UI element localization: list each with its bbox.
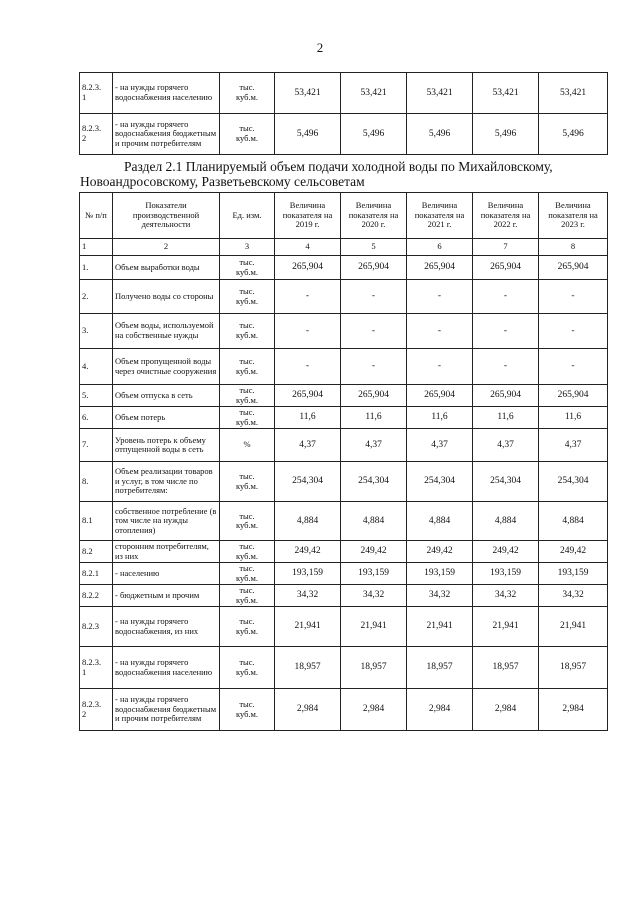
row-value: -	[539, 280, 608, 314]
row-value: -	[407, 280, 473, 314]
row-number: 3.	[80, 314, 113, 349]
row-value: 11,6	[341, 407, 407, 429]
row-number: 7.	[80, 429, 113, 462]
row-value: 4,37	[539, 429, 608, 462]
table-row	[80, 280, 608, 314]
row-number: 8.2.1	[80, 563, 113, 585]
row-value: 2,984	[539, 689, 608, 731]
row-value: 5,496	[473, 114, 539, 155]
header-2019: Величина показателя на 2019 г.	[275, 193, 341, 239]
row-unit: тыс. куб.м.	[220, 349, 275, 385]
row-value: 2,984	[275, 689, 341, 731]
row-value: -	[341, 280, 407, 314]
row-value: 11,6	[473, 407, 539, 429]
table-row	[80, 385, 608, 407]
column-number-row	[80, 239, 608, 256]
table-row	[80, 689, 608, 731]
row-value: 18,957	[275, 647, 341, 689]
row-value: 18,957	[473, 647, 539, 689]
table-row	[80, 541, 608, 563]
row-value: 34,32	[473, 585, 539, 607]
header-2021: Величина показателя на 2021 г.	[407, 193, 473, 239]
row-value: 265,904	[473, 256, 539, 280]
row-unit: тыс. куб.м.	[220, 114, 275, 155]
row-value: 11,6	[407, 407, 473, 429]
row-value: 21,941	[473, 607, 539, 647]
col-number: 1	[80, 239, 113, 256]
row-value: 5,496	[275, 114, 341, 155]
row-value: 265,904	[275, 256, 341, 280]
table-row	[80, 647, 608, 689]
row-unit: тыс. куб.м.	[220, 256, 275, 280]
table-row	[80, 429, 608, 462]
row-value: 265,904	[275, 385, 341, 407]
row-value: 21,941	[341, 607, 407, 647]
row-value: 53,421	[539, 73, 608, 114]
row-unit: тыс. куб.м.	[220, 647, 275, 689]
row-value: -	[341, 314, 407, 349]
row-value: 249,42	[539, 541, 608, 563]
row-unit: тыс. куб.м.	[220, 314, 275, 349]
row-value: 4,884	[341, 502, 407, 541]
row-value: 53,421	[407, 73, 473, 114]
row-value: 21,941	[407, 607, 473, 647]
row-indicator: Уровень потерь к объему отпущенной воды в сеть	[113, 429, 220, 462]
row-indicator: - на нужды горячего водоснабжения, из них	[113, 607, 220, 647]
row-value: 4,37	[275, 429, 341, 462]
row-value: 4,884	[275, 502, 341, 541]
row-value: -	[275, 349, 341, 385]
row-number: 5.	[80, 385, 113, 407]
row-number: 8.2.3	[80, 607, 113, 647]
row-value: 11,6	[539, 407, 608, 429]
row-indicator: - на нужды горячего водоснабжения населению	[113, 647, 220, 689]
col-number: 4	[275, 239, 341, 256]
row-value: 4,37	[407, 429, 473, 462]
row-unit: тыс. куб.м.	[220, 607, 275, 647]
row-number: 8.2.3. 1	[80, 73, 113, 114]
row-value: -	[407, 314, 473, 349]
row-value: 249,42	[341, 541, 407, 563]
header-2023: Величина показателя на 2023 г.	[539, 193, 608, 239]
row-value: 254,304	[473, 462, 539, 502]
section-title-line2: Новоандросовскому, Разветьевскому сельсоветам	[80, 174, 365, 190]
row-unit: %	[220, 429, 275, 462]
row-value: 265,904	[407, 256, 473, 280]
row-value: 4,884	[407, 502, 473, 541]
row-number: 8.2.3. 2	[80, 689, 113, 731]
row-value: 265,904	[539, 256, 608, 280]
col-number: 7	[473, 239, 539, 256]
table-row	[80, 407, 608, 429]
row-value: 193,159	[341, 563, 407, 585]
water-supply-table	[79, 192, 608, 731]
section-title-line1: Раздел 2.1 Планируемый объем подачи холодной воды по Михайловскому,	[124, 159, 553, 174]
row-indicator: - на нужды горячего водоснабжения населению	[113, 73, 220, 114]
header-2022: Величина показателя на 2022 г.	[473, 193, 539, 239]
row-number: 1.	[80, 256, 113, 280]
row-indicator: - населению	[113, 563, 220, 585]
row-value: -	[275, 314, 341, 349]
row-value: 249,42	[275, 541, 341, 563]
row-number: 8.2.3. 2	[80, 114, 113, 155]
header-indicator: Показатели производственной деятельности	[113, 193, 220, 239]
col-number: 8	[539, 239, 608, 256]
row-value: 34,32	[539, 585, 608, 607]
row-value: -	[539, 314, 608, 349]
row-value: 254,304	[407, 462, 473, 502]
row-unit: тыс. куб.м.	[220, 407, 275, 429]
header-row	[80, 193, 608, 239]
header-2020: Величина показателя на 2020 г.	[341, 193, 407, 239]
table-row	[80, 607, 608, 647]
row-value: 265,904	[341, 385, 407, 407]
top-table	[79, 72, 608, 155]
row-indicator: сторонним потребителям, из них	[113, 541, 220, 563]
row-value: 18,957	[407, 647, 473, 689]
row-value: 254,304	[539, 462, 608, 502]
row-indicator: Объем потерь	[113, 407, 220, 429]
row-number: 4.	[80, 349, 113, 385]
row-value: 5,496	[341, 114, 407, 155]
col-number: 3	[220, 239, 275, 256]
row-unit: тыс. куб.м.	[220, 73, 275, 114]
row-unit: тыс. куб.м.	[220, 585, 275, 607]
row-value: 18,957	[341, 647, 407, 689]
row-value: -	[473, 280, 539, 314]
row-value: 53,421	[341, 73, 407, 114]
section-title	[78, 159, 618, 189]
row-indicator: - бюджетным и прочим	[113, 585, 220, 607]
table-row	[80, 563, 608, 585]
row-value: 5,496	[407, 114, 473, 155]
row-indicator: Получено воды со стороны	[113, 280, 220, 314]
header-num: № п/п	[80, 193, 113, 239]
row-value: 5,496	[539, 114, 608, 155]
row-value: 249,42	[407, 541, 473, 563]
row-number: 8.2.3. 1	[80, 647, 113, 689]
row-indicator: Объем реализации товаров и услуг, в том числе по потребителям:	[113, 462, 220, 502]
row-number: 2.	[80, 280, 113, 314]
row-value: -	[407, 349, 473, 385]
row-unit: тыс. куб.м.	[220, 689, 275, 731]
row-value: -	[539, 349, 608, 385]
row-value: 11,6	[275, 407, 341, 429]
row-value: 21,941	[275, 607, 341, 647]
row-value: -	[275, 280, 341, 314]
row-value: 249,42	[473, 541, 539, 563]
row-value: 265,904	[539, 385, 608, 407]
row-value: 53,421	[473, 73, 539, 114]
table-row	[80, 502, 608, 541]
row-value: 2,984	[407, 689, 473, 731]
row-value: 254,304	[341, 462, 407, 502]
row-value: 265,904	[473, 385, 539, 407]
row-value: 265,904	[341, 256, 407, 280]
row-number: 8.2	[80, 541, 113, 563]
row-indicator: Объем воды, используемой на собственные нужды	[113, 314, 220, 349]
table-row	[80, 462, 608, 502]
row-number: 8.1	[80, 502, 113, 541]
row-value: 34,32	[341, 585, 407, 607]
row-value: 193,159	[407, 563, 473, 585]
row-number: 6.	[80, 407, 113, 429]
table-row	[80, 314, 608, 349]
row-indicator: Объем выработки воды	[113, 256, 220, 280]
row-value: 193,159	[539, 563, 608, 585]
table-row	[80, 585, 608, 607]
row-value: -	[341, 349, 407, 385]
col-number: 5	[341, 239, 407, 256]
page-number: 2	[316, 40, 324, 55]
table-row	[80, 73, 608, 114]
row-value: 4,884	[539, 502, 608, 541]
row-value: 4,37	[341, 429, 407, 462]
row-indicator: - на нужды горячего водоснабжения бюджетным и прочим потребителям	[113, 114, 220, 155]
row-unit: тыс. куб.м.	[220, 280, 275, 314]
row-value: 193,159	[473, 563, 539, 585]
row-value: 4,37	[473, 429, 539, 462]
row-number: 8.2.2	[80, 585, 113, 607]
table-row	[80, 349, 608, 385]
row-unit: тыс. куб.м.	[220, 563, 275, 585]
row-value: 18,957	[539, 647, 608, 689]
table-row	[80, 114, 608, 155]
row-indicator: - на нужды горячего водоснабжения бюджетным и прочим потребителям	[113, 689, 220, 731]
row-unit: тыс. куб.м.	[220, 502, 275, 541]
row-number: 8.	[80, 462, 113, 502]
row-value: 21,941	[539, 607, 608, 647]
row-value: 265,904	[407, 385, 473, 407]
header-unit: Ед. изм.	[220, 193, 275, 239]
row-unit: тыс. куб.м.	[220, 541, 275, 563]
row-unit: тыс. куб.м.	[220, 385, 275, 407]
row-unit: тыс. куб.м.	[220, 462, 275, 502]
row-indicator: Объем пропущенной воды через очистные сооружения	[113, 349, 220, 385]
row-value: 193,159	[275, 563, 341, 585]
table-row	[80, 256, 608, 280]
row-value: 4,884	[473, 502, 539, 541]
row-value: -	[473, 349, 539, 385]
col-number: 6	[407, 239, 473, 256]
row-indicator: Объем отпуска в сеть	[113, 385, 220, 407]
col-number: 2	[113, 239, 220, 256]
row-value: 2,984	[341, 689, 407, 731]
row-value: -	[473, 314, 539, 349]
row-value: 34,32	[407, 585, 473, 607]
row-value: 34,32	[275, 585, 341, 607]
row-value: 254,304	[275, 462, 341, 502]
row-value: 2,984	[473, 689, 539, 731]
row-indicator: собственное потребление (в том числе на нужды отопления)	[113, 502, 220, 541]
row-value: 53,421	[275, 73, 341, 114]
